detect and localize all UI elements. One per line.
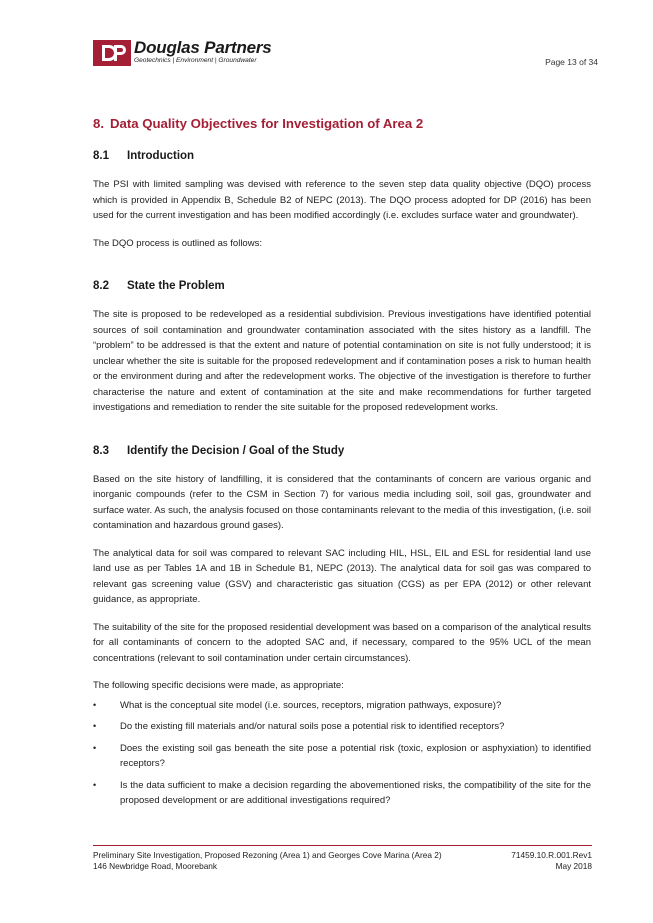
paragraph: The site is proposed to be redeveloped as a residential subdivision. Previous investigations have identified potential sources of soil contamination and groundwater contamination associated with the sites history as a landfill. The “problem” to be addressed is that the extent and nature of potential contamination on site is not fully understood; it is unclear whether the site is suitable for the proposed redevelopment and if contamination poses a risk to human health or the environment during and after the redevelopment works. The objective of the investigation is therefore to further characterise the nature and extent of contamination at the site and make recommendations for further targeted investigations and remediation to render the site suitable for the proposed redevelopment works. (93, 309, 591, 413)
subsection-number: 8.2 (93, 280, 109, 292)
paragraph: The analytical data for soil was compared to relevant SAC including HIL, HSL, EIL and ESL for residential land use land use as per Tables 1A and 1B in Schedule B1, NEPC (2013). The analytical data for soil gas was compared to relevant gas screening value (GSV) and characteristic gas situation (CGS) as per EPA (2012) or other relevant guidance, as appropriate. (93, 547, 591, 605)
section-8-heading (93, 116, 591, 132)
list-item: • Is the data sufficient to make a decision regarding the abovementioned risks, the compatibility of the site for the proposed development or are additional investigations required? (93, 778, 591, 809)
list-item: • Does the existing soil gas beneath the site pose a potential risk (toxic, explosion or asphyxiation) to identified receptors? (93, 741, 591, 772)
paragraph: The following specific decisions were made, as appropriate: (93, 680, 344, 691)
section-8-2-heading (93, 279, 591, 293)
decision-list (93, 698, 591, 809)
paragraph: The PSI with limited sampling was devised with reference to the seven step data quality objective (DQO) process which is provided in Appendix B, Schedule B2 of NEPC (2013). The DQO process adopted for DP (2016) has been used for the current investigation and has been modified accordingly (i.e. excludes surface water and groundwater). (93, 179, 591, 221)
section-title: Data Quality Objectives for Investigation of Area 2 (110, 116, 424, 131)
company-logo (93, 40, 272, 66)
list-item: • What is the conceptual site model (i.e. sources, receptors, migration pathways, exposure)? (93, 698, 591, 714)
page-number: Page 13 of 34 (545, 57, 598, 67)
footer-report-title: Preliminary Site Investigation, Proposed Rezoning (Area 1) and Georges Cove Marina (Area 2) (93, 850, 442, 860)
subsection-title: State the Problem (127, 280, 225, 292)
section-8-1-heading (93, 149, 591, 163)
subsection-title: Introduction (127, 150, 195, 162)
paragraph: Based on the site history of landfilling, it is considered that the contaminants of concern are various organic and inorganic compounds (refer to the CSM in Section 7) for various media including soil, soil gas, groundwater and surface water. As such, the analysis focused on those contaminants relevant to the media of this investigation, (i.e. soil contamination and hazardous ground gases). (93, 473, 591, 531)
paragraph: The suitability of the site for the proposed residential development was based on a comparison of the analytical results for all contaminants of concern to the adopted SAC and, if necessary, compared to the 95% UCL of the mean concentrations (relevant to soil contamination under certain circumstances). (93, 621, 591, 664)
footer-date: May 2018 (555, 860, 592, 871)
page-header (93, 40, 598, 76)
footer-report-number: 71459.10.R.001.Rev1 (511, 850, 592, 860)
subsection-title: Identify the Decision / Goal of the Study (127, 444, 345, 457)
paragraph: The DQO process is outlined as follows: (93, 237, 262, 249)
page-footer (93, 845, 592, 871)
subsection-number: 8.1 (93, 150, 109, 162)
list-item: • Do the existing fill materials and/or natural soils pose a potential risk to identified receptors? (93, 719, 591, 735)
section-number: 8. (93, 116, 104, 131)
footer-address: 146 Newbridge Road, Moorebank (93, 860, 218, 871)
logo-tagline: Geotechnics | Environment | Groundwater (134, 57, 257, 64)
douglas-partners-logo-icon (93, 40, 131, 66)
document-body (93, 116, 591, 809)
logo-name: Douglas Partners (134, 38, 272, 57)
subsection-number: 8.3 (93, 444, 109, 457)
section-8-3-heading (93, 444, 591, 458)
